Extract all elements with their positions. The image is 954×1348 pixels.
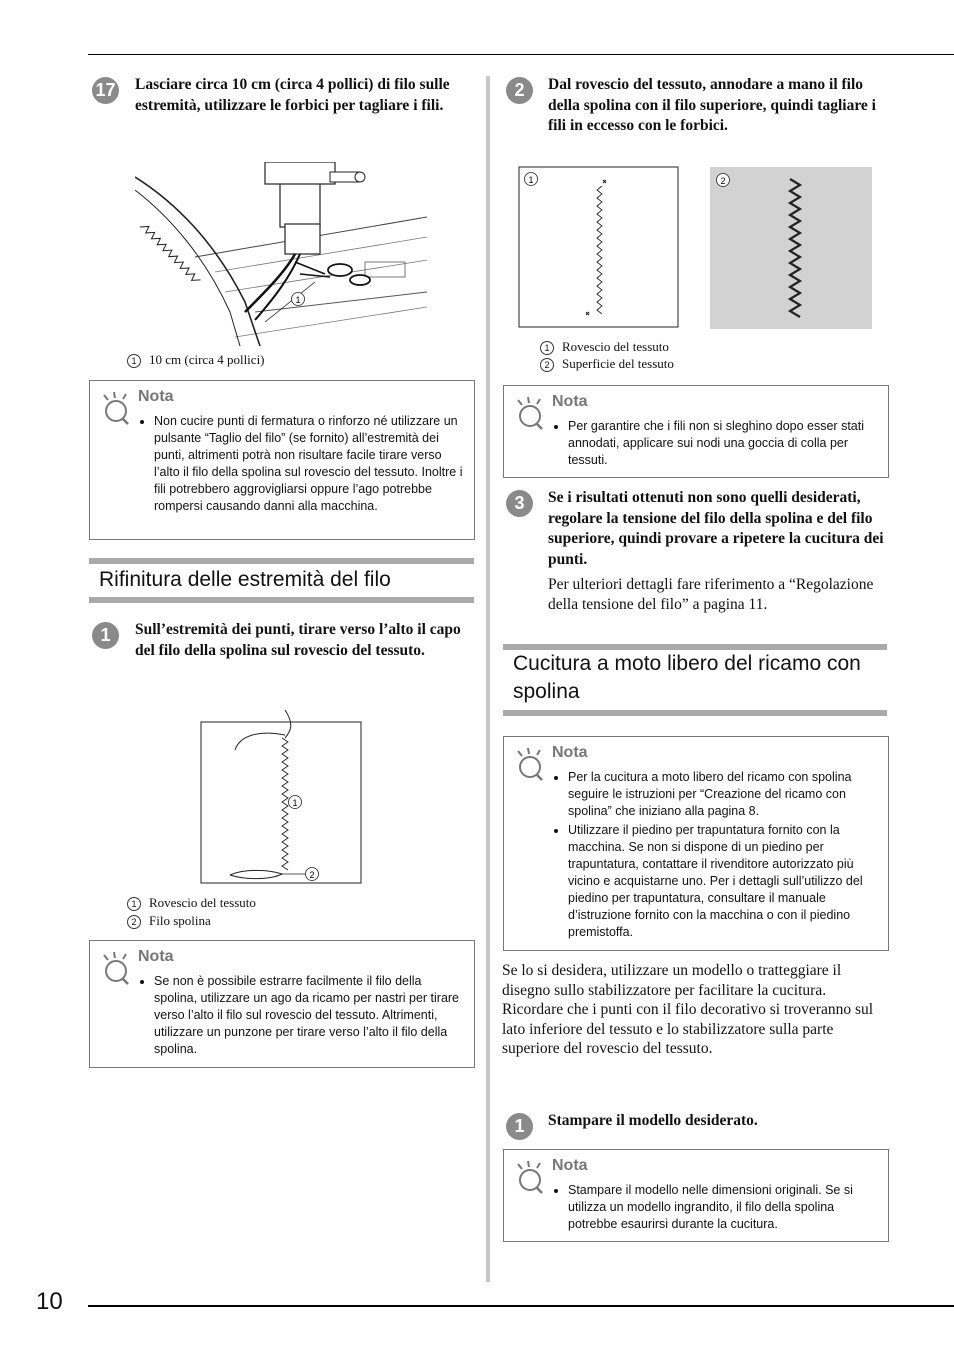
step-1b-text: Stampare il modello desiderato. [548,1112,758,1129]
note-list [136,973,466,1060]
lightbulb-icon [100,391,134,427]
fig3-caption-2 [540,355,674,373]
note-box-4 [503,736,889,951]
section-bar-bottom [89,597,474,603]
step-17-text: Lasciare circa 10 cm (circa 4 pollici) di filo sulle estremità, utilizzare le forbici per tagliare i fili. [135,76,450,114]
caption-text: Superficie del tessuto [562,356,674,371]
reverse-fabric-diagram [518,166,680,329]
step-1-text: Sull’estremità dei punti, tirare verso l’alto il capo del filo della spolina sul rovescio del tessuto. [135,621,461,659]
step-number-2: 2 [506,77,533,104]
note-list [550,418,880,471]
note-item: • Utilizzare il piedino per trapuntatura fornito con la macchina. Se non si dispone di un piedino per trapuntatura, contattare il rivenditore autorizzato più vicino e acquistarne uno. Per i dettagli sull’utilizzo del piedino per trapuntatura, consultare il manuale d’istruzione fornito con la macchina o con il piedino premistoffa. [568,822,880,941]
fig2-caption-2 [127,912,211,930]
note-item: • Non cucire punti di fermatura o rinforzo né utilizzare un pulsante “Taglio del filo” (se fornito) all’estremità dei punti, altrimenti potrà non risultare facile tirare verso l’alto il filo della spolina sul rovescio del tessuto. Inoltre i fili potrebbero aggrovigliarsi oppure l’ago potrebbe rompersi causando danni alla macchina. [154,413,466,515]
step-number-1: 1 [92,622,119,649]
step-number-1b: 1 [506,1113,533,1140]
section-title-line-1: Cucitura a moto libero del ricamo con [513,652,861,675]
fabric-surface-diagram [710,167,872,329]
section-bar-top [89,558,474,564]
caption-marker: 1 [540,341,554,355]
caption-text: 10 cm (circa 4 pollici) [149,352,265,367]
section-title: Rifinitura delle estremità del filo [99,568,391,591]
note-title: Nota [552,744,588,761]
caption-text: Rovescio del tessuto [562,339,669,354]
lightbulb-icon [514,747,548,783]
note-title: Nota [552,1157,588,1174]
svg-text:2: 2 [309,870,315,880]
caption-text: Rovescio del tessuto [149,895,256,910]
step-2-text: Dal rovescio del tessuto, annodare a mano il filo della spolina con il filo superiore, quindi tagliare i fili in eccesso con le forbici. [548,76,876,134]
section-header-2 [503,644,887,716]
column-divider [486,76,490,1282]
note-title: Nota [138,948,174,965]
note-item: • Se non è possibile estrarre facilmente il filo della spolina, utilizzare un ago da ricamo per nastri per tirare verso l’alto il filo sul rovescio del tessuto. Altrimenti, utilizzare un punzone per tirare verso l’alto il filo della spolina. [154,973,466,1058]
caption-marker: 2 [127,915,141,929]
svg-text:1: 1 [295,295,301,305]
note-box-2 [89,940,475,1068]
fig1-caption [127,351,265,369]
section-header-1 [89,558,474,603]
step-3-text: Se i risultati ottenuti non sono quelli desiderati, regolare la tensione del filo della spolina e del filo superiore, quindi provare a ripetere la cucitura dei punti. [548,489,884,568]
caption-marker: 1 [127,897,141,911]
fig2-caption-1 [127,894,256,912]
step-number-17: 17 [92,77,119,104]
note-title: Nota [552,393,588,410]
body-paragraph: Se lo si desidera, utilizzare un modello o tratteggiare il disegno sullo stabilizzatore per facilitare la cucitura. Ricordare che i punti con il filo decorativo si troveranno sul lato inferiore del tessuto e lo stabilizzatore sulla parte superiore del rovescio del tessuto. [502,962,874,1057]
bottom-rule [88,1305,954,1307]
note-list [550,769,880,943]
page-number: 10 [36,1288,63,1315]
lightbulb-icon [514,396,548,432]
step-number-3: 3 [506,490,533,517]
svg-text:2: 2 [720,176,726,186]
caption-marker: 1 [127,354,141,368]
note-title: Nota [138,388,174,405]
note-item: • Per la cucitura a moto libero del ricamo con spolina seguire le istruzioni per “Creazione del ricamo con spolina” che iniziano alla pagina 8. [568,769,880,820]
note-item: • Per garantire che i fili non si sleghino dopo esser stati annodati, applicare sui nodi una goccia di colla per tessuti. [568,418,880,469]
svg-text:1: 1 [292,798,298,808]
note-box-5 [503,1149,889,1242]
section-bar-bottom [503,710,887,716]
lightbulb-icon [514,1160,548,1196]
note-list [550,1182,880,1235]
step-3-body: Per ulteriori dettagli fare riferimento a “Regolazione della tensione del filo” a pagina 11. [548,576,874,613]
bobbin-thread-diagram [200,710,365,888]
fig3-caption-1 [540,338,669,356]
note-box-1 [89,380,475,540]
note-item: • Stampare il modello nelle dimensioni originali. Se si utilizza un modello ingrandito, il filo della spolina potrebbe esaurirsi durante la cucitura. [568,1182,880,1233]
caption-marker: 2 [540,358,554,372]
top-rule [88,54,954,55]
svg-text:1: 1 [528,175,534,185]
section-title-line-2: spolina [513,680,580,703]
caption-text: Filo spolina [149,913,211,928]
note-list [136,413,466,517]
note-box-3 [503,385,889,478]
machine-cutting-illustration [135,162,427,346]
lightbulb-icon [100,951,134,987]
